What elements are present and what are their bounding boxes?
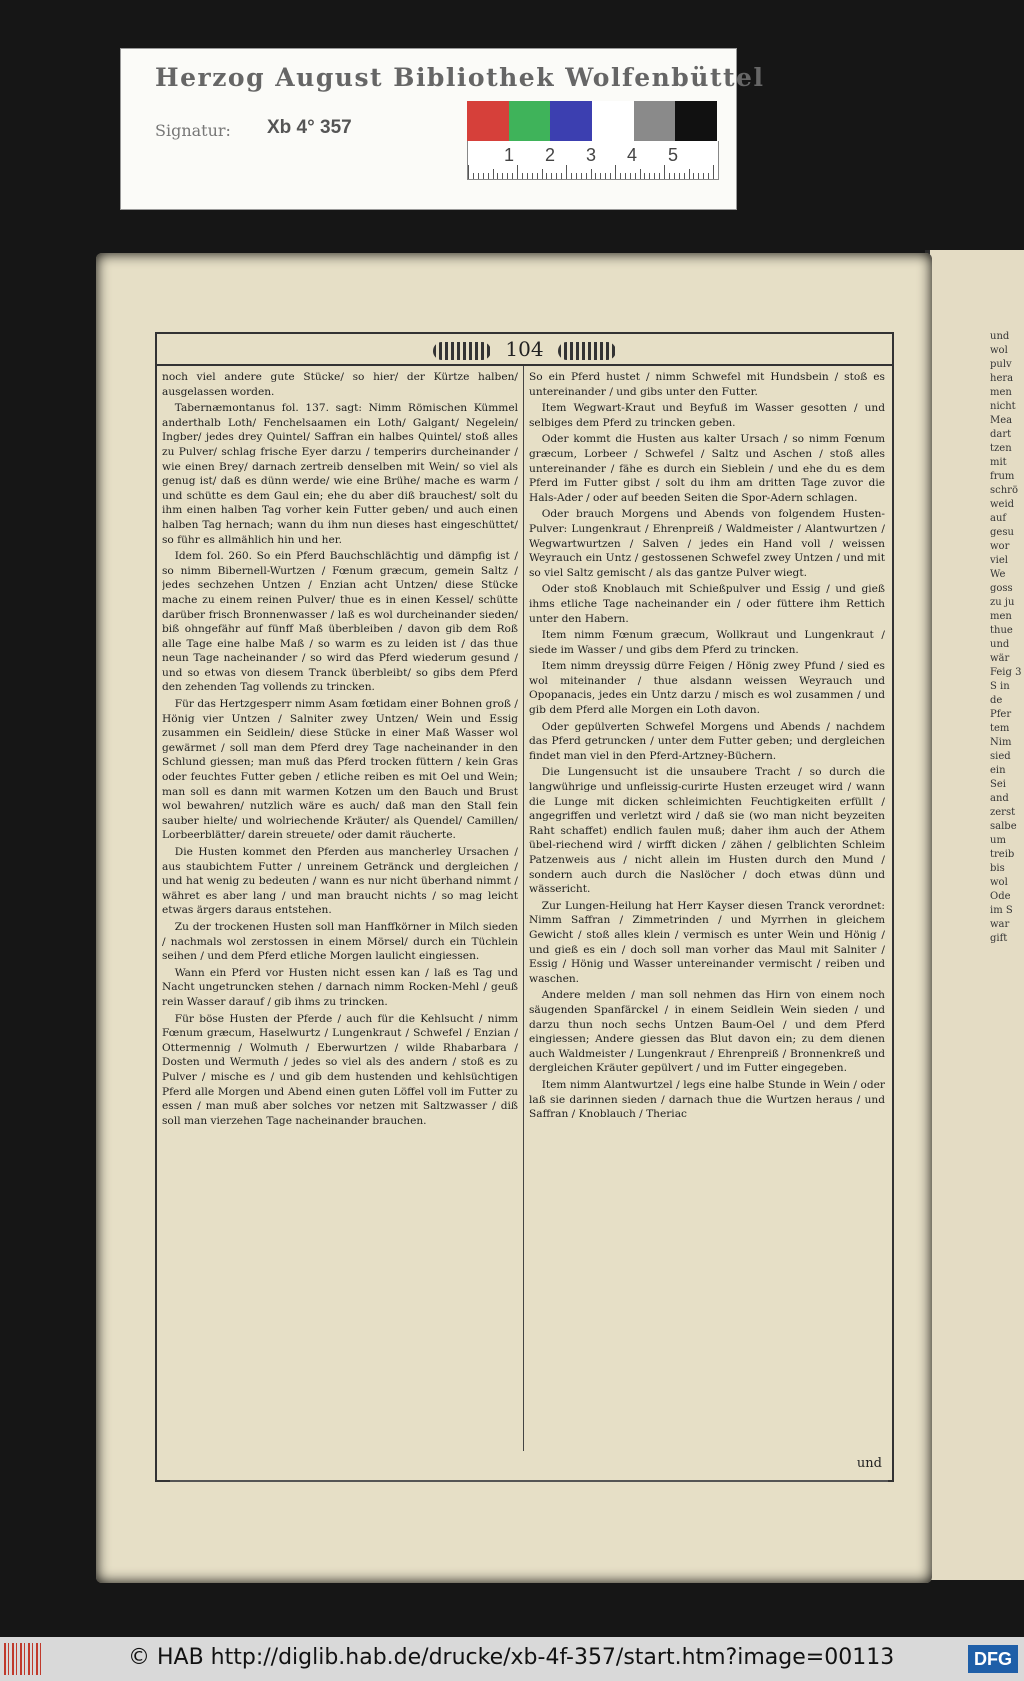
ruler-tick — [532, 173, 533, 179]
right-paragraph: Andere melden / man soll nehmen das Hirn von einem noch säugenden Spanfärckel / in einem Seidlein Wein sieden / und darzu thun noch sechs Untzen Baum-Oel / und dem Pferd eingiessen; Andere giessen das Blut davon ein; zu dem dienen auch Waldmeister / Lungenkraut / Ehrenpreiß / Bronnenkreß und dergleichen Kräuter gepülvert / und im Futter eingegeben. — [529, 989, 885, 1075]
color-swatch — [550, 101, 592, 141]
ruler-tick — [561, 173, 562, 179]
ruler-tick — [473, 173, 474, 179]
ruler-tick — [507, 173, 508, 179]
ruler-tick — [659, 173, 660, 179]
ruler-tick — [551, 173, 552, 179]
right-paragraph: Item nimm Fœnum græcum, Wollkraut und Lungenkraut / siede im Wasser / und gibs dem Pferd zu trincken. — [529, 629, 885, 656]
color-swatch — [592, 101, 634, 141]
ruler-tick — [522, 173, 523, 179]
ruler-tick — [576, 173, 577, 179]
ruler-tick — [640, 169, 641, 179]
ruler-tick — [664, 165, 665, 179]
ruler-tick — [708, 173, 709, 179]
ruler-tick — [512, 173, 513, 179]
ruler-number: 4 — [627, 145, 638, 165]
right-paragraph: Oder brauch Morgens und Abends von folgendem Husten-Pulver: Lungenkraut / Ehrenpreiß / Waldmeister / Alantwurtzen / Wegwartwurtzen / Salven / jedes ein Hand voll / weissen Weyrauch ein Untz / gestossenen Schwefel zwey Untzen / und mit so viel Saltz gemischt / als das gantze Pulver wiegt. — [529, 508, 885, 579]
header-rule — [157, 364, 892, 366]
measurement-ruler — [467, 141, 719, 180]
left-paragraph: Die Husten kommet den Pferden aus mancherley Ursachen / aus staubichtem Futter / unreinem Getränck und dergleichen / und hat wenig zu bedeuten / wann es nur nicht überhand nimmt / währet es aber lang / und man braucht nichts / so mag leicht etwas ärgers daraus entstehen. — [162, 846, 518, 917]
ruler-tick — [644, 173, 645, 179]
ruler-tick — [468, 165, 469, 179]
ruler-tick — [600, 173, 601, 179]
ruler-tick — [610, 173, 611, 179]
signature-label: Signatur: — [155, 121, 231, 140]
left-paragraph: Für böse Husten der Pferde / auch für die Kehlsucht / nimm Fœnum græcum, Haselwurtz / Lungenkraut / Schwefel / Enzian / Ottermennig / Wolmuth / Eberwurtzen / wilde Rhabarbara / Dosten und Wermuth / jedes so viel als des andern / stoß es zu Pulver / mische es / und gib dem hustenden und kehlsüchtigen Pferd alle Morgen und Abend einen guten Löffel voll im Futter zu essen / man muß aber solches vor netzen mit Saltzwasser / diß soll man vierzehen Tage nacheinander brauchen. — [162, 1012, 518, 1127]
ruler-tick — [698, 173, 699, 179]
right-paragraph: Oder stoß Knoblauch mit Schießpulver und Essig / und gieß ihms etliche Tage nacheinander ein / oder füttere ihm Rettich unter den Habern. — [529, 583, 885, 625]
ruler-tick — [713, 165, 714, 179]
ruler-tick — [684, 173, 685, 179]
catchword: und — [856, 1456, 882, 1471]
ruler-tick — [566, 165, 567, 179]
left-paragraph: Zu der trockenen Husten soll man Hanffkörner in Milch sieden / nachmals wol zerstossen in einem Mörsel/ durch ein Tüchlein seihen / und dem Pferd etliche Morgen laulicht eingiessen. — [162, 920, 518, 963]
frame-bottom-rule — [170, 1480, 888, 1482]
barcode-icon — [4, 1643, 44, 1675]
ruler-tick — [625, 173, 626, 179]
ruler-tick — [605, 173, 606, 179]
left-paragraph: noch viel andere gute Stücke/ so hier/ der Kürtze halben/ ausgelassen worden. — [162, 371, 518, 398]
color-swatch — [675, 101, 717, 141]
color-swatch — [634, 101, 676, 141]
ruler-tick — [635, 173, 636, 179]
ruler-tick — [502, 173, 503, 179]
ruler-tick — [497, 173, 498, 179]
ruler-tick — [546, 173, 547, 179]
ruler-tick — [556, 173, 557, 179]
ruler-tick — [689, 169, 690, 179]
left-paragraph: Idem fol. 260. So ein Pferd Bauchschlächtig und dämpfig ist / so nimm Bibernell-Wurtzen / Fœnum græcum, gemein Saltz / jedes sechzehen Untzen / Enzian acht Untzen/ diese Stücke mache zu einem reinen Pulver/ thue es in einen Kessel/ schütte darüber frisch Bronnenwasser / laß es wol durcheinander sieden/ biß ohngefähr auf fünff Maß überbleiben / davon gib dem Roß alle Tage eine halbe Maß / so warm es zu leiden ist / das thue neun Tage nacheinander / so wird das Pferd wiederum gesund / und so etwas von diesem Tranck überbleibt/ so gibs dem Pferd den zehenden Tag vollends zu trincken. — [162, 550, 518, 694]
right-paragraph: Zur Lungen-Heilung hat Herr Kayser diesen Tranck verordnet: Nimm Saffran / Zimmetrinden / und Myrrhen in gleichem Gewicht / stoß alles klein / vermisch es unter Wein und Hönig / und gieß es ein / doch soll man vorher das Maul mit Salniter / Essig / Hönig und Wasser untereinander vermischt / reiben und waschen. — [529, 899, 885, 985]
ruler-tick — [674, 173, 675, 179]
library-name: Herzog August Bibliothek Wolfenbüttel — [155, 63, 765, 92]
ornament-right-icon — [558, 342, 616, 360]
ruler-tick — [703, 173, 704, 179]
ruler-number: 3 — [586, 145, 597, 165]
right-paragraph: Item nimm Alantwurtzel / legs eine halbe Stunde in Wein / oder laß sie darinnen sieden / darnach thue die Wurtzen heraus / und Saffran / Knoblauch / Theriac — [529, 1078, 885, 1121]
right-paragraph: Oder kommt die Husten aus kalter Ursach / so nimm Fœnum græcum, Lorbeer / Schwefel / Saltz und Aschen / stoß alles untereinander / fähe es durch ein Sieblein / und ehe du es dem Pferd im Futter gibst / solt du ihm am dritten Tage zuvor die Hals-Ader / oder auf beeden Seiten die Spor-Adern schlagen. — [529, 433, 885, 504]
ruler-tick — [620, 173, 621, 179]
ruler-number: 5 — [668, 145, 679, 165]
ruler-tick — [478, 173, 479, 179]
ruler-tick — [581, 173, 582, 179]
library-label-card — [120, 48, 765, 210]
page-number: 104 — [505, 337, 544, 361]
ruler-tick — [595, 173, 596, 179]
ruler-tick — [537, 173, 538, 179]
ruler-number: 1 — [504, 145, 515, 165]
copyright-url[interactable]: © HAB http://diglib.hab.de/drucke/xb-4f-357/start.htm?image=00113 — [128, 1645, 895, 1670]
ruler-tick — [542, 169, 543, 179]
right-paragraph: Oder gepülverten Schwefel Morgens und Abends / nachdem das Pferd getruncken / unter dem Futter geben; und dergleichen findet man viel in den Pferd-Artzney-Büchern. — [529, 720, 885, 762]
ruler-tick — [630, 173, 631, 179]
facing-page-edge — [930, 250, 1024, 1580]
ruler-tick — [649, 173, 650, 179]
right-paragraph: So ein Pferd hustet / nimm Schwefel mit Hundsbein / stoß es untereinander / und gibs unter den Futter. — [529, 371, 885, 398]
ruler-tick — [493, 169, 494, 179]
right-paragraph: Item Wegwart-Kraut und Beyfuß im Wasser gesotten / und selbiges dem Pferd zu trincken geben. — [529, 402, 885, 429]
color-swatch — [467, 101, 509, 141]
right-paragraph: Item nimm dreyssig dürre Feigen / Hönig zwey Pfund / sied es wol miteinander / thue alsdann weissen Weyrauch und Opopanacis, jedes ein Untz darzu / misch es wol zusammen / und gib dem Pferd alle Morgen ein Loth davon. — [529, 660, 885, 717]
text-frame — [155, 332, 894, 1482]
color-calibration-strip — [467, 101, 717, 141]
color-swatch — [509, 101, 551, 141]
left-column — [162, 370, 518, 1448]
ruler-tick — [488, 173, 489, 179]
dfg-logo: DFG — [968, 1645, 1018, 1673]
ruler-tick — [693, 173, 694, 179]
column-divider — [523, 366, 524, 1451]
ruler-number: 2 — [545, 145, 556, 165]
ruler-tick — [586, 173, 587, 179]
right-paragraph: Die Lungensucht ist die unsaubere Tracht / so durch die langwührige und unfleissig-curirte Husten erzeuget wird / wann die Lunge mit dicken schleimichten Feuchtigkeiten erfüllt / angegriffen und verletzt wird / daß sie (wo man nicht beyzeiten Raht schaffet) endlich faulen muß; daher ihm auch der Athem übel-riechend wird / wirfft dicken / zähen / gelblichten Schleim Patzenweis aus / nicht allein im Husten durch den Mund / sondern auch durch die Naslöcher / doch etwas dünn und wässericht. — [529, 766, 885, 896]
ruler-tick — [591, 169, 592, 179]
footer-bar — [0, 1637, 1024, 1681]
ruler-tick — [679, 173, 680, 179]
right-column — [529, 370, 885, 1448]
ornament-left-icon — [433, 342, 491, 360]
ruler-tick — [517, 165, 518, 179]
facing-page-fragments: und wol pulv hera men nicht Mea dart tzen mit frum schrö weid auf gesu wor viel We goss zu ju men thue und wär Feig 3 S in de Pfer tem Nim sied ein Sei and zerst salbe um treib bis wol Ode im S war gift — [990, 331, 1022, 944]
left-paragraph: Tabernæmontanus fol. 137. sagt: Nimm Römischen Kümmel anderthalb Loth/ Fenchelsaamen ein Loth/ Galgant/ Negelein/ Ingber/ jedes drey Quintel/ Saffran ein halbes Quintel/ stoß alles zu Pulver/ schlag frische Eyer darzu / temperirs durcheinander / wie einen Brey/ darnach zertreib denselben mit Wein/ so viel als genug ist/ daß es dünn werde/ wie eine Brühe/ mache es warm / und schütte es dem Gaul ein; ehe du aber diß brauchest/ solt du ihm einen halben Tag vorher kein Futter geben/ und auch einen halben Tag hernach; wann du ihm nun dieses hast eingeschüttet/ so führ es allmählich hin und her. — [162, 402, 518, 546]
left-paragraph: Wann ein Pferd vor Husten nicht essen kan / laß es Tag und Nacht ungetruncken stehen / darnach nimm Rocken-Mehl / geuß rein Wasser darauf / gib ihms zu trincken. — [162, 966, 518, 1008]
running-head — [157, 337, 892, 361]
ruler-tick — [615, 165, 616, 179]
ruler-tick — [654, 173, 655, 179]
ruler-tick — [527, 173, 528, 179]
ruler-tick — [571, 173, 572, 179]
ruler-tick — [483, 173, 484, 179]
signature-value: Xb 4° 357 — [267, 117, 352, 138]
ruler-tick — [669, 173, 670, 179]
left-paragraph: Für das Hertzgesperr nimm Asam fœtidam einer Bohnen groß / Hönig vier Untzen / Salniter zwey Untzen/ Wein und Essig zusammen ein Seidlein/ diese Stücke in einer Maß Wasser wol gewärmet / soll man dem Pferd drey Tage nacheinander in den Schlund giessen; man muß das Pferd trocken füttern / kein Gras oder feuchtes Futter geben / etliche reiben es mit Oel und Wein; man soll es dann mit warmen Kotzen um den Bauch und Brust wol bewahren/ nutzlich wäre es auch/ daß man den Stall fein sauber hielte/ und wolriechende Kräuter/ als Quendel/ Camillen/ Lorbeerblätter/ darein streuete/ oder damit räucherte. — [162, 698, 518, 842]
